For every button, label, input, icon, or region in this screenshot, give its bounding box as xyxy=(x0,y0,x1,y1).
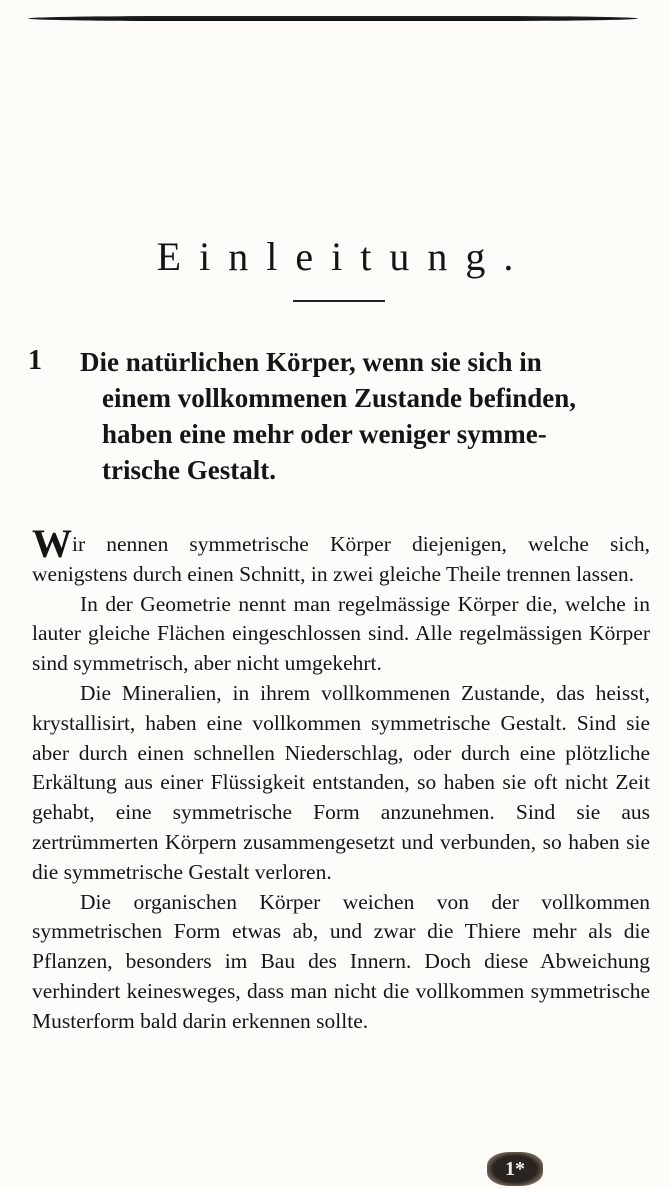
paragraph: Die Mineralien, in ihrem vollkommenen Zustande, das heisst, krystallisirt, haben eine vollkommen symmetrische Gestalt. Sind sie aber durch einen schnellen Niederschlag, oder durch eine plötzliche Erkältung aus einer Flüssigkeit entstanden, so haben sie oft nicht Zeit gehabt, eine symmetrische Form anzunehmen. Sind sie aus zertrümmerten Körpern zusammengesetzt und verbunden, so haben sie die symmetrische Gestalt verloren. xyxy=(32,680,650,884)
paragraph-text: ir nennen symmetrische Körper diejenigen, welche sich, wenigstens durch einen Schnitt, in zwei gleiche Theile trennen lassen. xyxy=(32,532,650,586)
body-text xyxy=(32,521,650,1037)
section-heading-line: einem vollkommenen Zustande befinden, xyxy=(102,383,577,413)
section-heading xyxy=(80,344,650,488)
title-underline xyxy=(293,300,385,302)
top-rule xyxy=(28,16,638,21)
paragraph: In der Geometrie nennt man regelmässige Körper die, welche in lauter gleiche Flächen eingeschlossen sind. Alle regelmässigen Körper sind symmetrisch, aber nicht umgekehrt. xyxy=(32,591,650,676)
signature-mark: 1* xyxy=(487,1152,543,1186)
section-number: 1 xyxy=(28,345,42,376)
initial-letter: W xyxy=(32,521,72,566)
paragraph xyxy=(32,521,650,590)
section-heading-line: haben eine mehr oder weniger symme- xyxy=(102,419,547,449)
section-heading-line: trische Gestalt. xyxy=(102,455,276,485)
paragraph: Die organischen Körper weichen von der vollkommen symmetrischen Form etwas ab, und zwar die Thiere mehr als die Pflanzen, besonders im Bau des Innern. Doch diese Abweichung verhindert keinesweges, dass man nicht die vollkommen symmetrische Musterform bald darin erkennen sollte. xyxy=(32,889,650,1033)
chapter-title: Einleitung. xyxy=(156,234,532,279)
section-heading-line: Die natürlichen Körper, wenn sie sich in xyxy=(80,347,542,377)
